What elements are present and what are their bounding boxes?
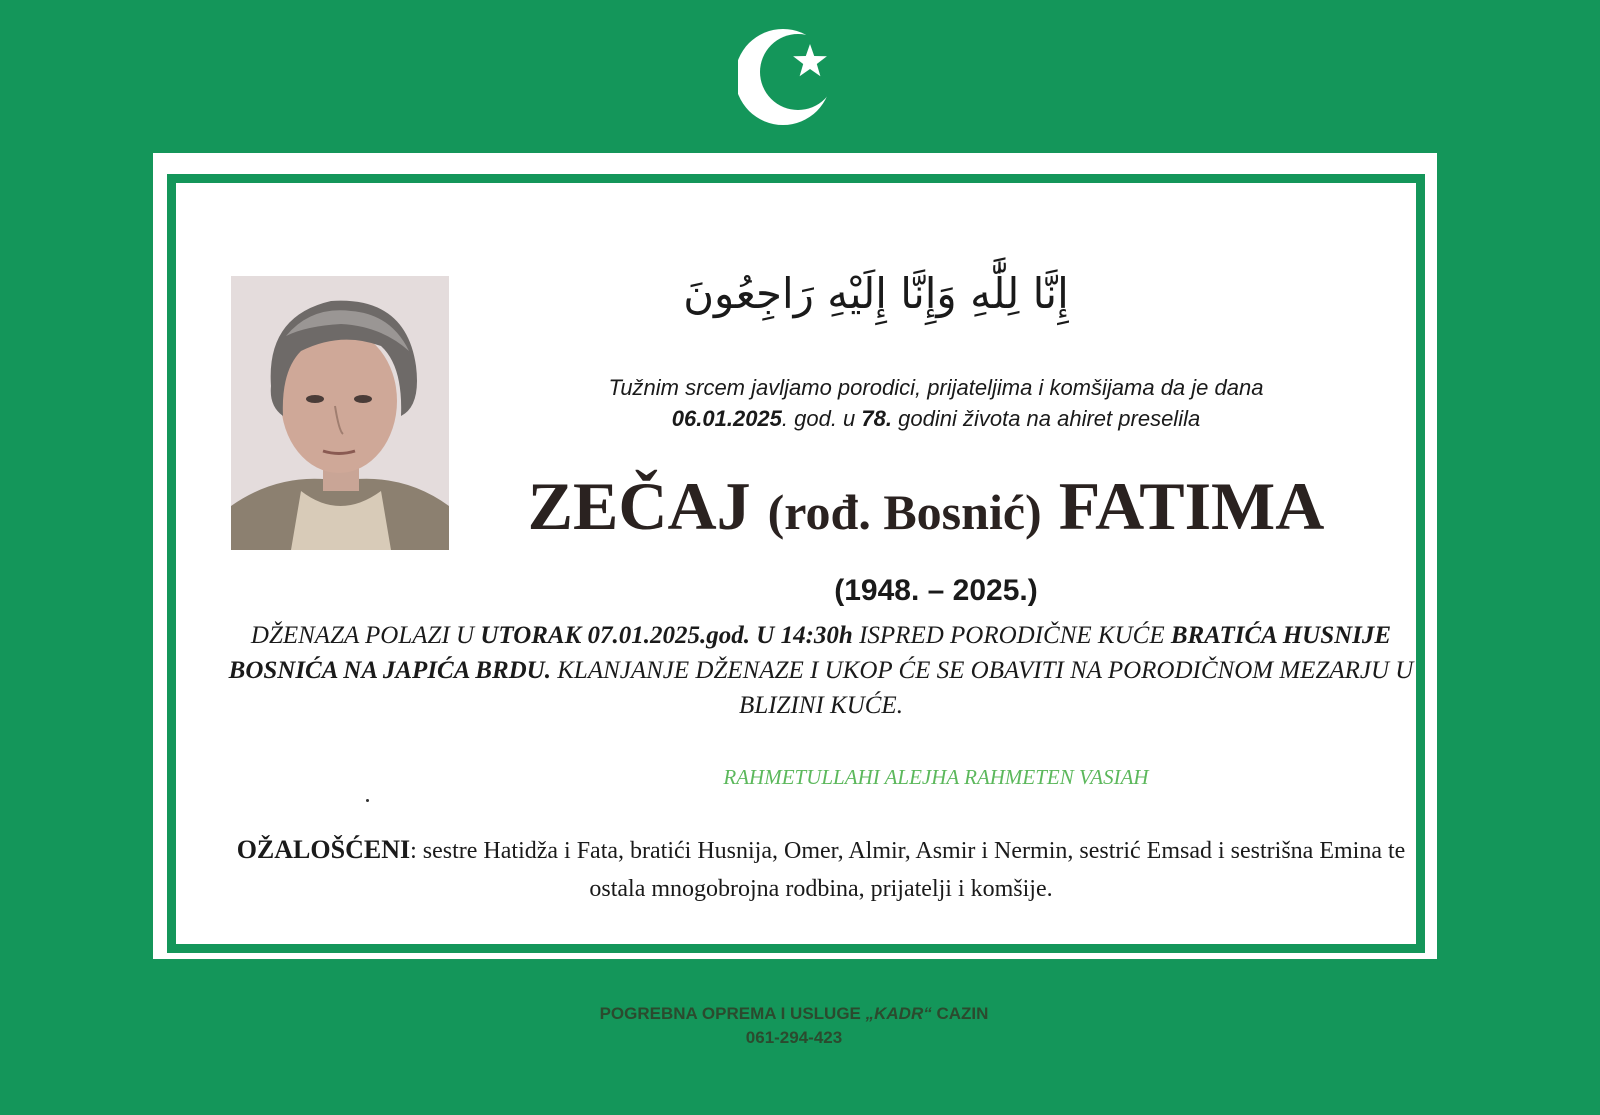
funeral-info xyxy=(226,618,1416,723)
intro-line1: Tužnim srcem javljamo porodici, prijateljima i komšijama da je dana xyxy=(608,375,1264,400)
intro-after-age: godini života na ahiret preselila xyxy=(892,406,1201,431)
maiden-name: (rođ. Bosnić) xyxy=(767,484,1042,540)
intro-after-date: . god. u xyxy=(781,406,862,431)
first-name: FATIMA xyxy=(1058,468,1325,544)
surname: ZEČAJ xyxy=(527,468,751,544)
intro-text xyxy=(476,372,1396,434)
mourners-colon: : xyxy=(410,838,423,864)
arabic-verse: إِنَّا لِلَّٰهِ وَإِنَّا إِلَيْهِ رَاجِعُونَ xyxy=(683,269,1069,318)
footer-phone: 061-294-423 xyxy=(745,1028,843,1047)
funeral-text-1: DŽENAZA POLAZI U xyxy=(250,622,481,649)
death-date: 06.01.2025 xyxy=(671,406,782,431)
portrait-photo xyxy=(231,276,449,550)
crescent-and-star-icon xyxy=(738,22,848,132)
funeral-service-footer xyxy=(400,1002,1188,1050)
life-years: (1948. – 2025.) xyxy=(834,574,1038,607)
footer-prefix: POGREBNA OPREMA I USLUGE xyxy=(599,1004,866,1023)
funeral-text-3: KLANJANJE DŽENAZE I UKOP ĆE SE OBAVITI NA PORODIČNOM MEZARJU U BLIZINI KUĆE. xyxy=(550,657,1414,719)
notice-border xyxy=(167,174,1425,953)
mourners-text: sestre Hatidža i Fata, bratići Husnija, Omer, Almir, Asmir i Nermin, sestrić Emsad i sestrišna Emina te ostala mnogobrojna rodbina, prijatelji i komšije. xyxy=(422,838,1406,902)
deceased-name xyxy=(436,466,1416,552)
footer-brand: „KADR“ xyxy=(865,1004,932,1023)
funeral-datetime: UTORAK 07.01.2025.god. U 14:30h xyxy=(480,622,853,649)
mourners-list xyxy=(216,831,1426,908)
footer-suffix: CAZIN xyxy=(931,1004,989,1023)
funeral-location: BRATIĆA HUSNIJE BOSNIĆA NA JAPIĆA BRDU. xyxy=(228,622,1392,684)
age-value: 78. xyxy=(861,406,893,431)
speck xyxy=(366,799,369,802)
funeral-text-2: ISPRED PORODIČNE KUĆE xyxy=(852,622,1171,649)
prayer-phrase: RAHMETULLAHI ALEJHA RAHMETEN VASIAH xyxy=(723,765,1149,789)
mourners-heading: OŽALOŠĆENI xyxy=(236,835,411,864)
notice-panel xyxy=(153,153,1437,959)
